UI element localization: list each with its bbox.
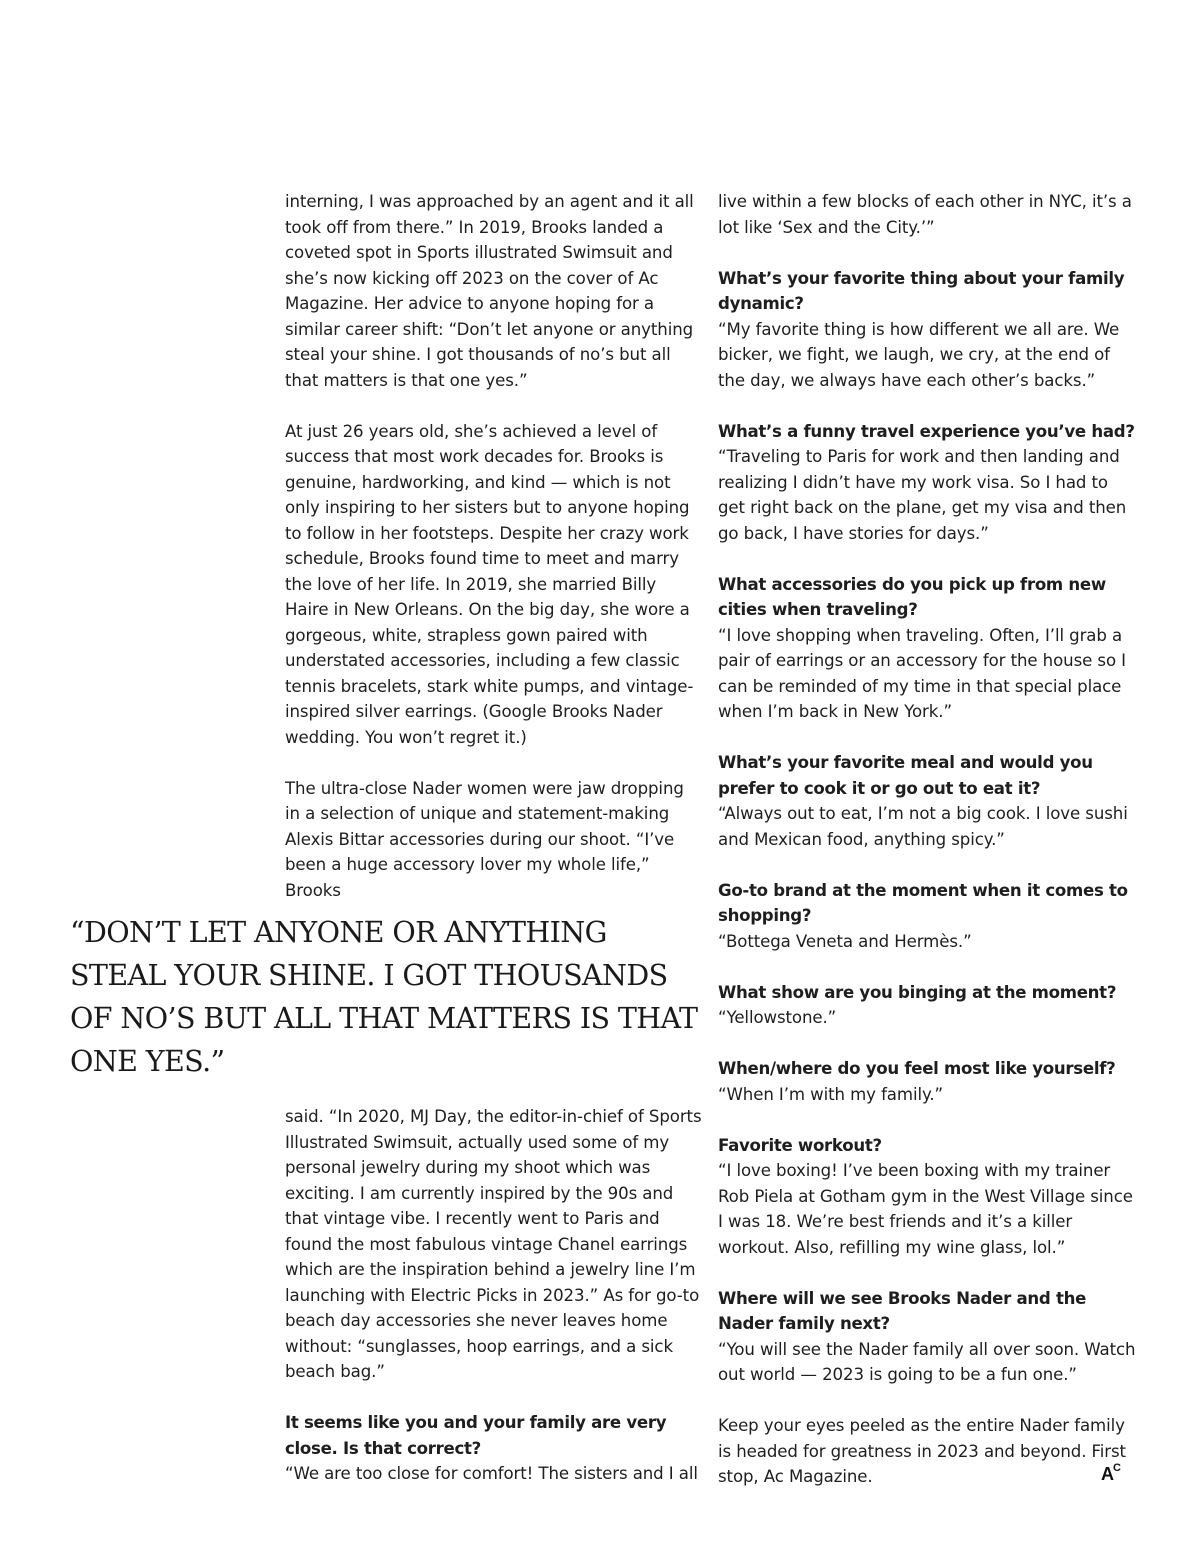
qa-item [718, 1133, 1140, 1261]
body-paragraph: interning, I was approached by an agent and it all took off from there.” In 2019, Brooks landed a coveted spot in Sports illustrated Swimsuit and she’s now kicking off 2023 on the cover of Ac Magazine. Her advice to anyone hoping for a similar career shift: “Don’t let anyone or anything steal your shine. I got thousands of no’s but all that matters is that one yes.” [285, 192, 694, 390]
left-column-top [285, 189, 703, 903]
body-paragraph: The ultra-close Nader women were jaw dropping in a selection of unique and statement-making Alexis Bittar accessories during our shoot. “I’ve been a huge accessory lover my whole life,” Brooks [285, 778, 684, 900]
body-paragraph: At just 26 years old, she’s achieved a level of success that most work decades for. Brooks is genuine, hardworking, and kind — which is not only inspiring to her sisters but to anyone hoping to follow in her footsteps. Despite her crazy work schedule, Brooks found time to meet and marry the love of her life. In 2019, she married Billy Haire in New Orleans. On the big day, she wore a gorgeous, white, strapless gown paired with understated accessories, including a few classic tennis bracelets, stark white pumps, and vintage-inspired silver earrings. (Google Brooks Nader wedding. You won’t regret it.) [285, 421, 694, 747]
question: What accessories do you pick up from new cities when traveling? [718, 574, 1106, 619]
right-column [718, 189, 1140, 1490]
answer: “I love shopping when traveling. Often, I’ll grab a pair of earrings or an accessory for the house so I can be reminded of my time in that special place when I’m back in New York.” [718, 625, 1126, 721]
qa-item [285, 1410, 703, 1487]
question: Go-to brand at the moment when it comes to shopping? [718, 880, 1128, 925]
body-paragraph: live within a few blocks of each other in NYC, it’s a lot like ‘Sex and the City.’” [718, 192, 1132, 237]
question: Favorite workout? [718, 1135, 882, 1155]
answer: “Always out to eat, I’m not a big cook. I love sushi and Mexican food, anything spicy.” [718, 804, 1128, 849]
answer: “Traveling to Paris for work and then landing and realizing I didn’t have my work visa. So I had to get right back on the plane, get my visa and then go back, I have stories for days.” [718, 447, 1127, 543]
answer: “Yellowstone.” [718, 1008, 837, 1027]
qa-item [718, 419, 1140, 547]
qa-item [718, 750, 1140, 852]
qa-item [718, 1056, 1140, 1107]
left-column-bottom [285, 1104, 703, 1487]
logo-letter: A [1101, 1464, 1113, 1484]
qa-item [718, 1286, 1140, 1388]
magazine-logo [1101, 1464, 1120, 1485]
answer: “My favorite thing is how different we all are. We bicker, we fight, we laugh, we cry, at the end of the day, we always have each other’s backs.” [718, 319, 1120, 390]
question: What’s your favorite thing about your family dynamic? [718, 268, 1125, 313]
question: What’s your favorite meal and would you prefer to cook it or go out to eat it? [718, 753, 1093, 798]
answer: “We are too close for comfort! The sisters and I all [285, 1464, 698, 1483]
qa-item [718, 878, 1140, 955]
qa-item [718, 980, 1140, 1031]
answer: “You will see the Nader family all over soon. Watch out world — 2023 is going to be a fun one.” [718, 1339, 1136, 1384]
question: What show are you binging at the moment? [718, 982, 1117, 1002]
closing-paragraph: Keep your eyes peeled as the entire Nader family is headed for greatness in 2023 and beyond. First stop, Ac Magazine. [718, 1416, 1126, 1486]
answer: “Bottega Veneta and Hermès.” [718, 931, 972, 951]
body-paragraph: said. “In 2020, MJ Day, the editor-in-chief of Sports Illustrated Swimsuit, actually used some of my personal jewelry during my shoot which was exciting. I am currently inspired by the 90s and that vintage vibe. I recently went to Paris and found the most fabulous vintage Chanel earrings which are the inspiration behind a jewelry line I’m launching with Electric Picks in 2023.” As for go-to beach day accessories she never leaves home without: “sunglasses, hoop earrings, and a sick beach bag.” [285, 1107, 702, 1381]
logo-superscript: C [1113, 1462, 1120, 1474]
answer: “When I’m with my family.” [718, 1084, 943, 1104]
qa-item [718, 572, 1140, 725]
pull-quote: “DON’T LET ANYONE OR ANYTHING STEAL YOUR SHINE. I GOT THOUSANDS OF NO’S BUT ALL THAT MATTERS IS THAT ONE YES.” [70, 916, 698, 1078]
question: When/where do you feel most like yourself? [718, 1059, 1116, 1078]
qa-item [718, 266, 1140, 394]
question: It seems like you and your family are very close. Is that correct? [285, 1413, 667, 1458]
question: What’s a funny travel experience you’ve had? [718, 421, 1135, 441]
answer: “I love boxing! I’ve been boxing with my trainer Rob Piela at Gotham gym in the West Village since I was 18. We’re best friends and it’s a killer workout. Also, refilling my wine glass, lol.” [718, 1161, 1133, 1257]
question: Where will we see Brooks Nader and the Nader family next? [718, 1288, 1087, 1333]
